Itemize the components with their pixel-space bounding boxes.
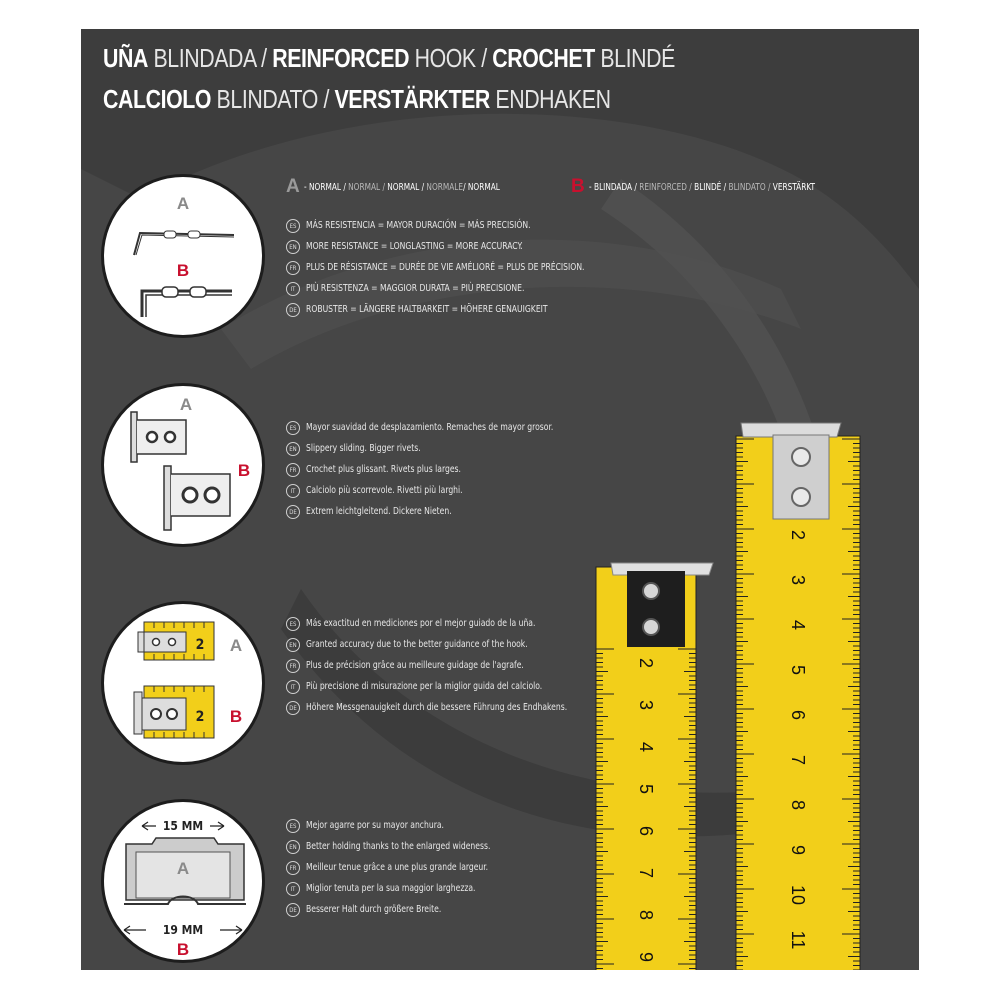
- title-line-1-segment: UÑA: [103, 43, 148, 73]
- tape-number: 4: [788, 619, 808, 631]
- language-badge: EN: [286, 840, 300, 854]
- description-text: Mejor agarre por su mayor anchura.: [306, 820, 444, 831]
- tape-number: 8: [788, 799, 808, 811]
- language-badge: ES: [286, 617, 300, 631]
- language-badge: FR: [286, 659, 300, 673]
- tape-short: [596, 563, 713, 970]
- description-text: Más exactitud en mediciones por el mejor guiado de la uña.: [306, 618, 536, 629]
- language-badge: IT: [286, 282, 300, 296]
- language-badge: ES: [286, 819, 300, 833]
- title-line-1-segment: BLINDADA /: [147, 43, 273, 73]
- language-badge: IT: [286, 680, 300, 694]
- language-badge: FR: [286, 261, 300, 275]
- description-text: MÁS RESISTENCIA = MAYOR DURACIÓN = MÁS PRECISIÓN.: [306, 220, 531, 231]
- description-text: Extrem leichtgleitend. Dickere Nieten.: [306, 506, 452, 517]
- tape-number: 6: [636, 825, 656, 837]
- legend-part: - NORMAL /: [303, 181, 348, 193]
- legend-part: REINFORCED /: [638, 181, 694, 193]
- description-text: Slippery sliding. Bigger rivets.: [306, 443, 421, 454]
- language-badge: DE: [286, 505, 300, 519]
- tape-number: 5: [636, 783, 656, 795]
- legend-part: NORMAL /: [347, 181, 388, 193]
- description-text: Granted accuracy due to the better guidance of the hook.: [306, 639, 528, 650]
- description-text: Plus de précision grâce au meilleure guidage de l'agrafe.: [306, 660, 524, 671]
- tape-number: 6: [788, 709, 808, 721]
- tape-number: 5: [788, 664, 808, 676]
- legend-part: BLINDÉ /: [693, 181, 729, 193]
- tape-number: 11: [788, 930, 808, 950]
- tape-number: 10: [788, 884, 808, 906]
- description-text: PIÙ RESISTENZA = MAGGIOR DURATA = PIÙ PRECISIONE.: [306, 283, 525, 294]
- legend-part: NORMAL /: [387, 181, 427, 193]
- width-label-b: B: [176, 940, 190, 959]
- tape-number: 3: [636, 699, 656, 711]
- title-line-1-segment: REINFORCED: [272, 43, 410, 73]
- language-badge: EN: [286, 638, 300, 652]
- description-text: Crochet plus glissant. Rivets plus larges.: [306, 464, 461, 475]
- language-badge: FR: [286, 861, 300, 875]
- guidance-label-a: A: [229, 636, 243, 655]
- legend-letter-b: B: [571, 176, 585, 197]
- description-text: Miglior tenuta per la sua maggior larghezza.: [306, 883, 476, 894]
- language-badge: ES: [286, 219, 300, 233]
- tape-measures-photo: [81, 29, 919, 970]
- legend-letter-a: A: [286, 176, 300, 197]
- tape-number: 9: [636, 951, 656, 963]
- guidance-label-b: B: [229, 707, 243, 726]
- hook-profile-label-b: B: [176, 261, 190, 280]
- title-line-1-segment: HOOK /: [409, 43, 493, 73]
- language-badge: EN: [286, 442, 300, 456]
- title-line-2-segment: CALCIOLO: [103, 84, 212, 114]
- legend-part: / NORMAL: [462, 181, 500, 193]
- title-line-2-segment: VERSTÄRKTER: [334, 84, 490, 114]
- description-text: PLUS DE RÉSISTANCE = DURÉE DE VIE AMÉLIORÉ = PLUS DE PRÉCISION.: [306, 262, 585, 273]
- language-badge: FR: [286, 463, 300, 477]
- title-line-1-segment: CROCHET: [492, 43, 595, 73]
- tape-number: 4: [636, 741, 656, 753]
- description-text: ROBUSTER = LÄNGERE HALTBARKEIT = HÖHERE GENAUIGKEIT: [306, 304, 548, 315]
- language-badge: EN: [286, 240, 300, 254]
- rivets-label-a: A: [179, 395, 193, 414]
- product-panel: [81, 29, 919, 970]
- legend-part: BLINDATO /: [728, 181, 773, 193]
- legend-part: NORMALE: [426, 181, 463, 193]
- language-badge: DE: [286, 303, 300, 317]
- language-badge: DE: [286, 701, 300, 715]
- title-line-1-segment: BLINDÉ: [594, 43, 675, 73]
- language-badge: IT: [286, 484, 300, 498]
- language-badge: IT: [286, 882, 300, 896]
- hook-profile-label-a: A: [176, 194, 190, 213]
- language-badge: DE: [286, 903, 300, 917]
- description-text: Meilleur tenue grâce a une plus grande largeur.: [306, 862, 489, 873]
- legend-part: - BLINDADA /: [588, 181, 639, 193]
- legend-part: VERSTÄRKT: [772, 181, 815, 193]
- rivets-label-b: B: [237, 461, 251, 480]
- title-line-2-segment: BLINDATO /: [211, 84, 335, 114]
- guidance-tape-digit-b: 2: [195, 709, 205, 725]
- language-badge: ES: [286, 421, 300, 435]
- tape-number: 7: [788, 754, 808, 766]
- description-text: Più precisione di misurazione per la miglior guida del calciolo.: [306, 681, 543, 692]
- tape-number: 2: [636, 657, 656, 669]
- tape-number: 9: [788, 844, 808, 856]
- description-text: Besserer Halt durch größere Breite.: [306, 904, 442, 915]
- description-text: MORE RESISTANCE = LONGLASTING = MORE ACCURACY.: [306, 241, 523, 252]
- width-label-a: A: [176, 859, 190, 878]
- guidance-tape-digit-a: 2: [195, 637, 205, 653]
- description-text: Höhere Messgenauigkeit durch die bessere Führung des Endhakens.: [306, 702, 568, 713]
- width-label-15mm: 15 MM: [162, 819, 204, 833]
- description-text: Calciolo più scorrevole. Rivetti più larghi.: [306, 485, 463, 496]
- title-line-2-segment: ENDHAKEN: [489, 84, 611, 114]
- tape-number: 7: [636, 867, 656, 879]
- description-text: Mayor suavidad de desplazamiento. Remaches de mayor grosor.: [306, 422, 554, 433]
- width-label-19mm: 19 MM: [162, 923, 204, 937]
- tape-long: [736, 423, 860, 970]
- tape-number: 3: [788, 574, 808, 586]
- description-text: Better holding thanks to the enlarged wideness.: [306, 841, 491, 852]
- tape-number: 8: [636, 909, 656, 921]
- tape-number: 2: [788, 529, 808, 541]
